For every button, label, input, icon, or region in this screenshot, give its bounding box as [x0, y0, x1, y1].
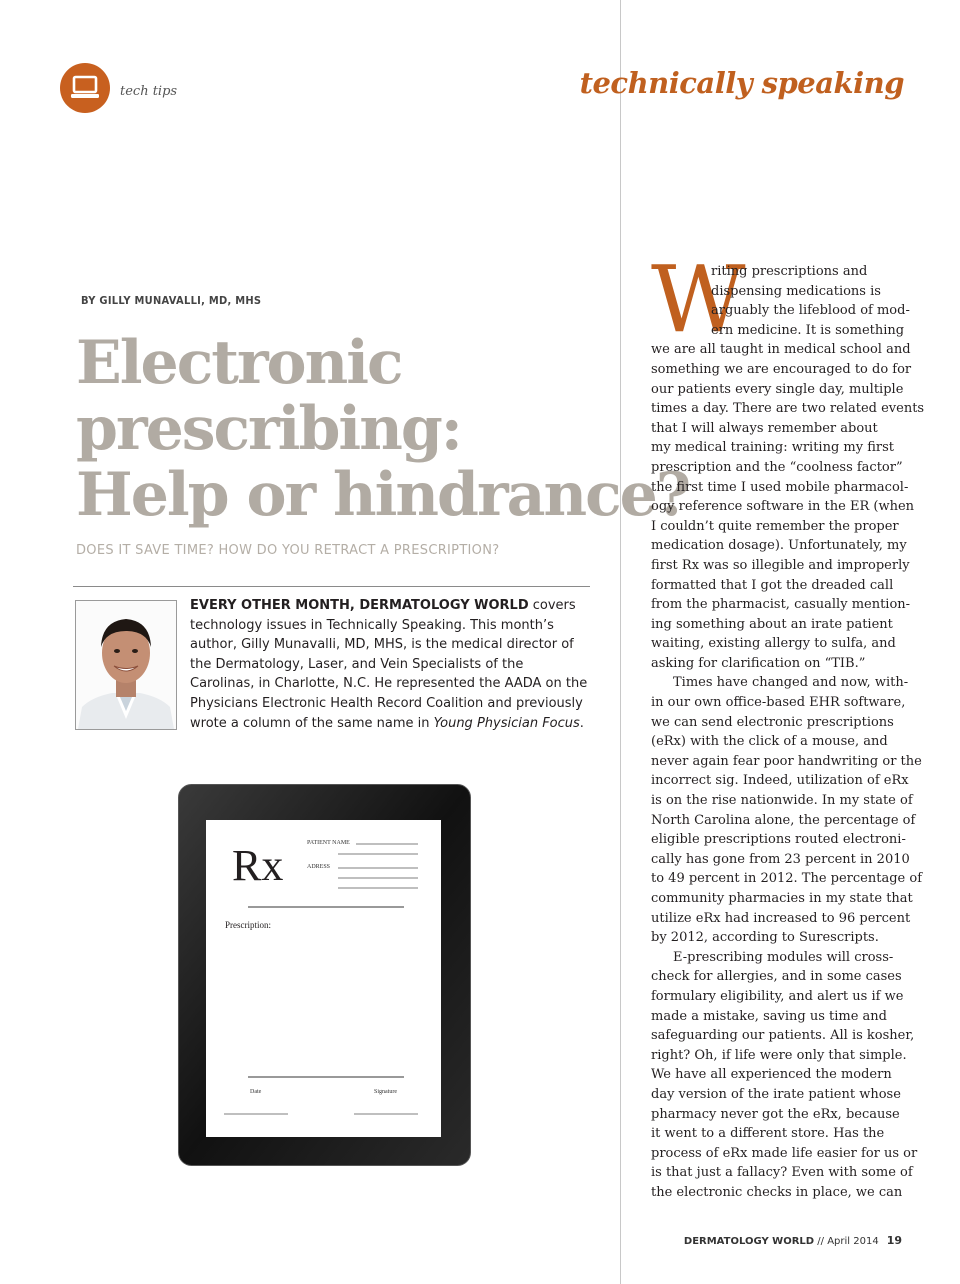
body-line: prescription and the “coolness factor”	[651, 459, 903, 475]
body-line: is on the rise nationwide. In my state of	[651, 793, 913, 809]
footer-separator: //	[814, 1236, 828, 1247]
body-line: by 2012, according to Surescripts.	[651, 930, 879, 946]
body-line: process of eRx made life easier for us or	[651, 1145, 918, 1161]
body-line: ogy reference software in the ER (when	[651, 499, 915, 515]
body-line: ing something about an irate patient	[651, 616, 893, 632]
body-line: right? Oh, if life were only that simple.	[651, 1047, 907, 1063]
headline-line-2: prescribing:	[76, 394, 461, 464]
body-line: the first time I used mobile pharmacol-	[651, 479, 909, 495]
body-line: We have all experienced the modern	[651, 1067, 892, 1083]
body-line: (eRx) with the click of a mouse, and	[651, 734, 888, 750]
page-number: 19	[886, 1234, 902, 1247]
laptop-icon	[60, 63, 110, 113]
bio-lead: EVERY OTHER MONTH, DERMATOLOGY WORLD	[190, 598, 529, 613]
body-line: we can send electronic prescriptions	[651, 714, 894, 730]
body-line: in our own office-based EHR software,	[651, 695, 906, 711]
body-line: E-prescribing modules will cross-	[673, 949, 894, 965]
rx-signature-label: Signature	[374, 1089, 397, 1095]
body-line: times a day. There are two related events	[651, 401, 925, 417]
body-line: to 49 percent in 2012. The percentage of	[651, 871, 923, 887]
deck: DOES IT SAVE TIME? HOW DO YOU RETRACT A PRESCRIPTION?	[76, 543, 500, 558]
author-photo	[75, 600, 177, 730]
drop-cap: W	[651, 246, 744, 353]
footer-issue: April 2014	[827, 1236, 879, 1247]
body-line: day version of the irate patient whose	[651, 1086, 901, 1102]
headline	[76, 330, 689, 528]
body-line: cally has gone from 23 percent in 2010	[651, 851, 910, 867]
body-line: first Rx was so illegible and improperly	[651, 557, 910, 573]
body-line: Times have changed and now, with-	[673, 675, 909, 691]
body-line: incorrect sig. Indeed, utilization of eRx	[651, 773, 909, 789]
body-line: we are all taught in medical school and	[651, 342, 911, 358]
body-line: medication dosage). Unfortunately, my	[651, 538, 907, 554]
body-line: is that just a fallacy? Even with some of	[651, 1165, 913, 1181]
body-line: asking for clarification on “TIB.”	[651, 655, 866, 671]
rx-date-label: Date	[250, 1089, 262, 1095]
section-rule	[73, 586, 590, 587]
body-line: never again fear poor handwriting or the	[651, 753, 922, 769]
rx-prescription-label: Prescription:	[225, 920, 271, 930]
body-line: made a mistake, saving us time and	[651, 1008, 887, 1024]
body-line: safeguarding our patients. All is kosher,	[651, 1028, 915, 1044]
body-line: from the pharmacist, casually mention-	[651, 597, 911, 613]
article-body	[651, 262, 925, 1203]
body-line: eligible prescriptions routed electroni-	[651, 832, 906, 848]
footer-magazine: DERMATOLOGY WORLD	[683, 1236, 815, 1247]
rx-patient-name-label: PATIENT NAME	[307, 840, 350, 846]
body-line: that I will always remember about	[651, 420, 878, 436]
body-line: formulary eligibility, and alert us if we	[651, 988, 904, 1004]
section-tag: tech tips	[120, 84, 178, 99]
author-bio	[190, 596, 590, 733]
body-line: arguably the lifeblood of mod-	[711, 303, 910, 319]
body-line: something we are encouraged to do for	[651, 361, 912, 377]
body-line: dispensing medications is	[711, 283, 881, 299]
body-line: pharmacy never got the eRx, because	[651, 1106, 900, 1122]
bio-text: covers technology issues in Technically Speaking. This month’s author, Gilly Munavalli, MD, MHS, is the medical director of the Dermatology, Laser, and Vein Specialists of the Carolinas, in Charlotte, N.C. He represented the AADA on the Physicians Electronic Health Record Coalition and previously wrote a column of the same name in	[190, 598, 588, 731]
rx-address-label: ADRESS	[307, 864, 331, 870]
page-footer	[684, 1234, 902, 1247]
headline-line-3: Help or hindrance?	[76, 460, 689, 530]
body-line: waiting, existing allergy to sulfa, and	[651, 636, 896, 652]
tablet-illustration	[178, 784, 471, 1166]
bio-end: .	[579, 715, 584, 731]
body-line: utilize eRx had increased to 96 percent	[651, 910, 911, 926]
body-line: our patients every single day, multiple	[651, 381, 904, 397]
rx-symbol: Rx	[232, 841, 284, 890]
body-line: formatted that I got the dreaded call	[651, 577, 894, 593]
body-line: it went to a different store. Has the	[651, 1126, 885, 1142]
body-line: my medical training: writing my first	[651, 440, 895, 456]
body-line: the electronic checks in place, we can	[651, 1184, 903, 1200]
body-line: North Carolina alone, the percentage of	[651, 812, 916, 828]
column-title: technically speaking	[579, 66, 904, 100]
body-line: check for allergies, and in some cases	[651, 969, 902, 985]
bio-publication: Young Physician Focus	[433, 715, 580, 731]
body-line: ern medicine. It is something	[711, 322, 905, 338]
headline-line-1: Electronic	[76, 328, 402, 398]
column-divider	[620, 0, 621, 1284]
body-line: I couldn’t quite remember the proper	[651, 518, 899, 534]
body-line: riting prescriptions and	[711, 264, 868, 279]
byline: BY GILLY MUNAVALLI, MD, MHS	[81, 294, 262, 307]
body-line: community pharmacies in my state that	[651, 891, 913, 906]
